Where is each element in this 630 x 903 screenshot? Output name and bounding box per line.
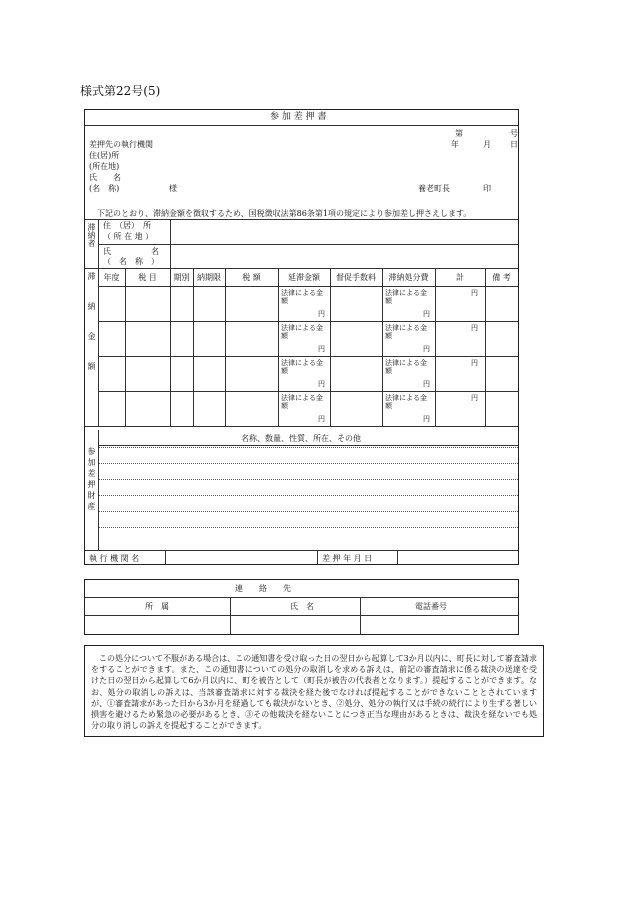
- date-month: 月: [483, 140, 491, 149]
- seizure-date-label: 差 押 年 月 日: [322, 554, 373, 563]
- yen-mark: 円: [423, 310, 430, 318]
- name-label: 氏 名: [89, 173, 121, 182]
- number-label: 第: [455, 129, 463, 138]
- legal-amount-label: 法律による金額: [385, 394, 427, 410]
- honorific: 様: [169, 184, 177, 193]
- legal-amount-label: 法律による金額: [281, 394, 323, 410]
- amount-header-5: 延滞金額: [288, 273, 320, 282]
- property-bottom: [85, 550, 518, 551]
- delinquent-label: 滞納者: [87, 223, 96, 247]
- legal-amount-label: 法律による金額: [385, 324, 427, 340]
- amount-col-line: [225, 268, 226, 426]
- amount-header-2: 期別: [173, 273, 190, 282]
- footer-line-1: [165, 550, 166, 565]
- amount-header-4: 税 額: [242, 273, 261, 282]
- amount-header-8: 計: [456, 273, 464, 282]
- yen-mark: 円: [318, 415, 325, 423]
- property-side-label: 参加差押財産: [87, 447, 96, 513]
- amount-col-line: [435, 268, 436, 426]
- addressee-label: 差押先の執行機関: [89, 140, 153, 149]
- total-yen-mark: 円: [471, 359, 478, 367]
- delinquent-name-sub: （ 名 称 ）: [103, 257, 159, 266]
- contact-divider-1: [85, 597, 518, 598]
- total-yen-mark: 円: [471, 324, 478, 332]
- property-line: [98, 463, 518, 464]
- address-sub: (所在地): [89, 162, 120, 171]
- property-line: [98, 479, 518, 480]
- legal-amount-label: 法律による金額: [281, 359, 323, 375]
- amount-col-line: [125, 268, 126, 426]
- contact-title: 連 絡 先: [235, 584, 291, 593]
- amount-col-line: [330, 268, 331, 426]
- property-header: 名称、数量、性質、所在、その他: [241, 434, 361, 443]
- total-yen-mark: 円: [471, 394, 478, 402]
- amount-header-divider: [98, 286, 518, 287]
- amount-side-label: 滞納金額: [87, 272, 96, 392]
- delinquent-name-label: 氏 名: [103, 247, 159, 256]
- issuer: 養老町長: [418, 184, 450, 193]
- address-label: 住(居)所: [89, 151, 120, 160]
- amount-header-0: 年度: [103, 273, 120, 282]
- legal-amount-label: 法律による金額: [281, 289, 323, 305]
- total-yen-mark: 円: [471, 289, 478, 297]
- exec-agency-label: 執 行 機 関 名: [89, 554, 140, 563]
- form-title: 参 加 差 押 書: [270, 112, 327, 122]
- yen-mark: 円: [423, 345, 430, 353]
- statement: 下記のとおり、滞納金額を徴収するため、国税徴収法第86条第1項の規定により参加差し押さえします。: [97, 209, 472, 218]
- delinquent-address-label: 住 （居） 所: [103, 221, 151, 230]
- property-side-line: [98, 430, 99, 550]
- number-suffix: 号: [510, 129, 518, 138]
- statement-divider: [85, 219, 518, 220]
- contact-box: [84, 579, 519, 635]
- yen-mark: 円: [423, 380, 430, 388]
- footer-line-2: [317, 550, 318, 565]
- yen-mark: 円: [318, 310, 325, 318]
- property-line: [98, 511, 518, 512]
- delinquent-bottom: [85, 268, 518, 269]
- amount-col-line: [382, 268, 383, 426]
- amount-col-line: [98, 268, 99, 426]
- amount-row-divider: [98, 356, 518, 357]
- yen-mark: 円: [423, 415, 430, 423]
- legal-amount-label: 法律による金額: [385, 289, 427, 305]
- contact-col-affiliation: 所 属: [145, 602, 169, 611]
- form-id: 様式第22号(5): [80, 84, 161, 98]
- amount-col-line: [193, 268, 194, 426]
- amount-row-divider: [98, 391, 518, 392]
- appeal-notice: この処分について不服がある場合は、この通知書を受け取った日の翌日から起算して3か月以内に、町長に対して審査請求をすることができます。また、この通知書についての処分の取消しを求める訴えは、前記の審査請求に係る裁決の送達を受けた日の翌日から起算して6か月以内に、町を被告として（町長が被告の代表者となります。）提起することができます。なお、処分の取消しの訴えは、当該審査請求に対する裁決を経た後でなければ提起することができないこととされていますが、①審査請求があった日から3か月を経過しても裁決がないとき、②処分、処分の執行又は手続の続行により生ずる著しい損害を避けるため緊急の必要があるとき、③その他裁決を経ないことにつき正当な理由があるときは、裁決を経ないでも処分の取り消しの訴えを提起することができます。: [84, 645, 544, 737]
- title-divider: [85, 125, 518, 126]
- name-sub: (名 称): [89, 184, 120, 193]
- contact-divider-2: [85, 615, 518, 616]
- seizure-form: [84, 109, 519, 565]
- delinquent-address-sub: （ 所 在 地 ）: [103, 232, 154, 241]
- property-line: [98, 447, 518, 448]
- amount-header-3: 納期限: [197, 273, 221, 282]
- property-line: [98, 527, 518, 528]
- date-year: 年: [451, 140, 459, 149]
- yen-mark: 円: [318, 380, 325, 388]
- amount-header-1: 税 目: [138, 273, 157, 282]
- amount-row-divider: [98, 321, 518, 322]
- footer-line-3: [397, 550, 398, 565]
- legal-amount-label: 法律による金額: [385, 359, 427, 375]
- date-day: 日: [510, 140, 518, 149]
- amount-header-6: 督促手数料: [336, 273, 376, 282]
- legal-amount-label: 法律による金額: [281, 324, 323, 340]
- yen-mark: 円: [318, 345, 325, 353]
- contact-col-name: 氏 名: [290, 602, 314, 611]
- delinquent-divider: [98, 244, 518, 245]
- amount-col-line: [485, 268, 486, 426]
- amount-header-7: 滞納処分費: [388, 273, 429, 282]
- amount-col-line: [278, 268, 279, 426]
- property-line: [98, 495, 518, 496]
- property-header-divider: [98, 445, 518, 446]
- seal-mark: 印: [483, 184, 491, 193]
- amount-header-9: 備 考: [492, 273, 511, 282]
- amount-bottom: [85, 426, 518, 427]
- contact-col-phone: 電話番号: [415, 602, 447, 611]
- amount-col-line: [170, 268, 171, 426]
